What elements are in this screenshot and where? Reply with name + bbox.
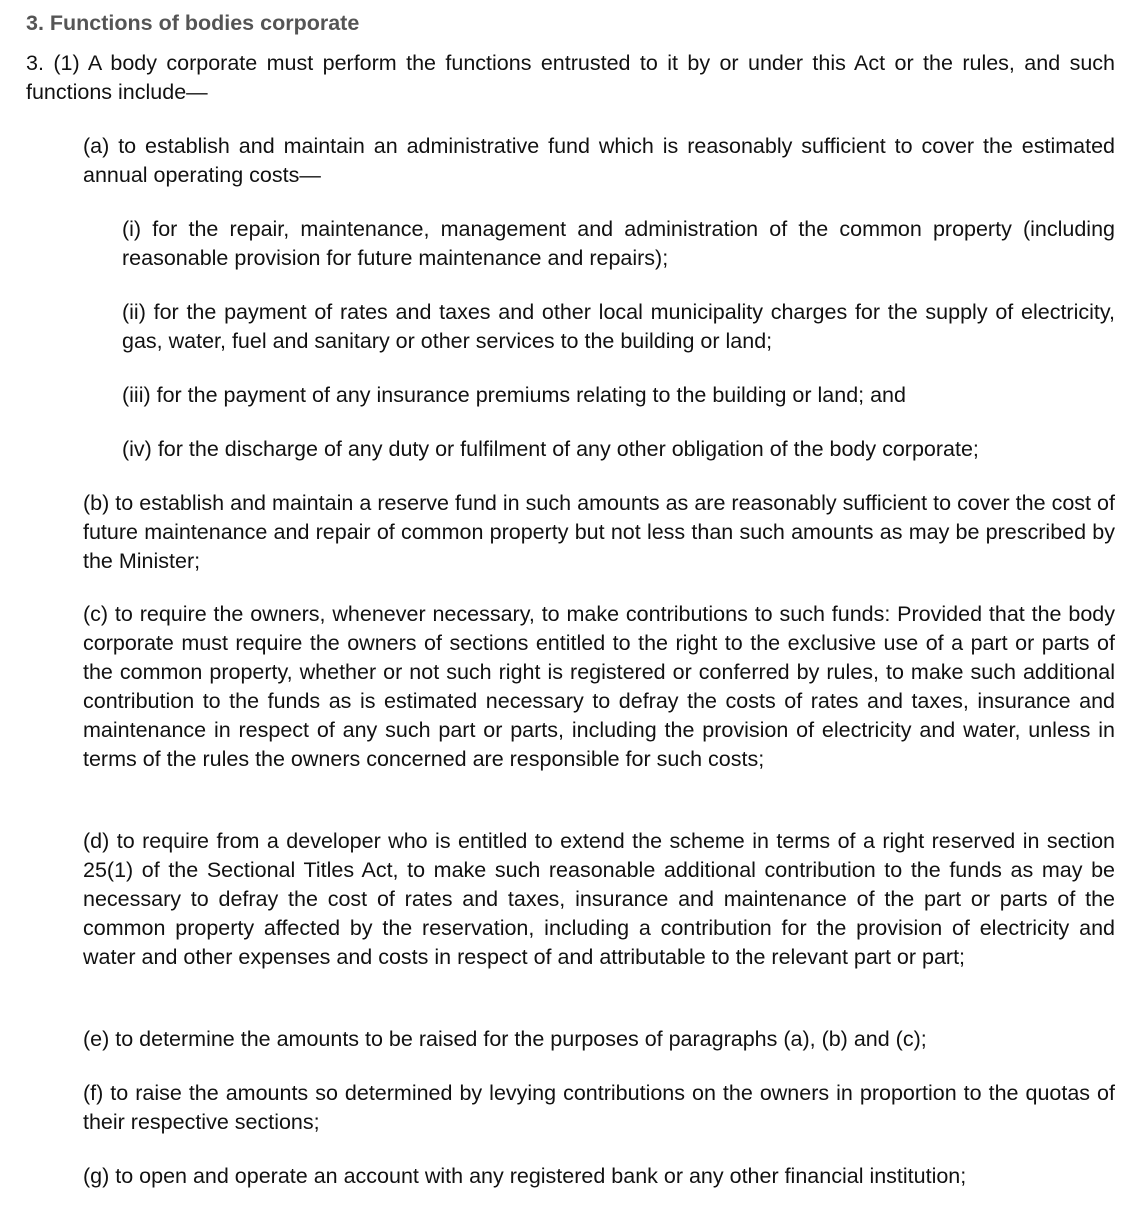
paragraph-d: (d) to require from a developer who is entitled to extend the scheme in terms of a right reserved in section 25(1) of the Sectional Titles Act, to make such reasonable additional contribution to the funds as may be necessary to defray the cost of rates and taxes, insurance and maintenance of the part or parts of the common property affected by the reservation, including a contribution for the provision of electricity and water and other expenses and costs in respect of and attributable to the relevant part or part; bbox=[83, 829, 1115, 969]
subparagraph-a-iv: (iv) for the discharge of any duty or fulfilment of any other obligation of the body corporate; bbox=[122, 437, 979, 461]
paragraph-e: (e) to determine the amounts to be raised for the purposes of paragraphs (a), (b) and (c); bbox=[83, 1027, 927, 1051]
paragraph-f: (f) to raise the amounts so determined by levying contributions on the owners in proportion to the quotas of their respective sections; bbox=[83, 1081, 1115, 1134]
section-intro: 3. (1) A body corporate must perform the functions entrusted to it by or under this Act or the rules, and such functions include— bbox=[26, 51, 1115, 104]
paragraph-c: (c) to require the owners, whenever necessary, to make contributions to such funds: Provided that the body corporate must require the owners of sections entitled to the right to the exclusive use of a part or parts of the common property, whether or not such right is registered or conferred by rules, to make such additional contribution to the funds as is estimated necessary to defray the costs of rates and taxes, insurance and maintenance in respect of any such part or parts, including the provision of electricity and water, unless in terms of the rules the owners concerned are responsible for such costs; bbox=[83, 602, 1115, 771]
subparagraph-a-iii: (iii) for the payment of any insurance premiums relating to the building or land; and bbox=[122, 383, 906, 407]
subparagraph-a-i: (i) for the repair, maintenance, management and administration of the common property (including reasonable provision for future maintenance and repairs); bbox=[122, 217, 1115, 270]
paragraph-g: (g) to open and operate an account with any registered bank or any other financial institution; bbox=[83, 1164, 967, 1188]
paragraph-b: (b) to establish and maintain a reserve fund in such amounts as are reasonably sufficient to cover the cost of future maintenance and repair of common property but not less than such amounts as may be prescribed by the Minister; bbox=[83, 491, 1115, 573]
section-heading: 3. Functions of bodies corporate bbox=[26, 11, 360, 35]
subparagraph-a-ii: (ii) for the payment of rates and taxes and other local municipality charges for the supply of electricity, gas, water, fuel and sanitary or other services to the building or land; bbox=[122, 300, 1115, 353]
paragraph-a: (a) to establish and maintain an administrative fund which is reasonably sufficient to cover the estimated annual operating costs— bbox=[83, 134, 1115, 187]
